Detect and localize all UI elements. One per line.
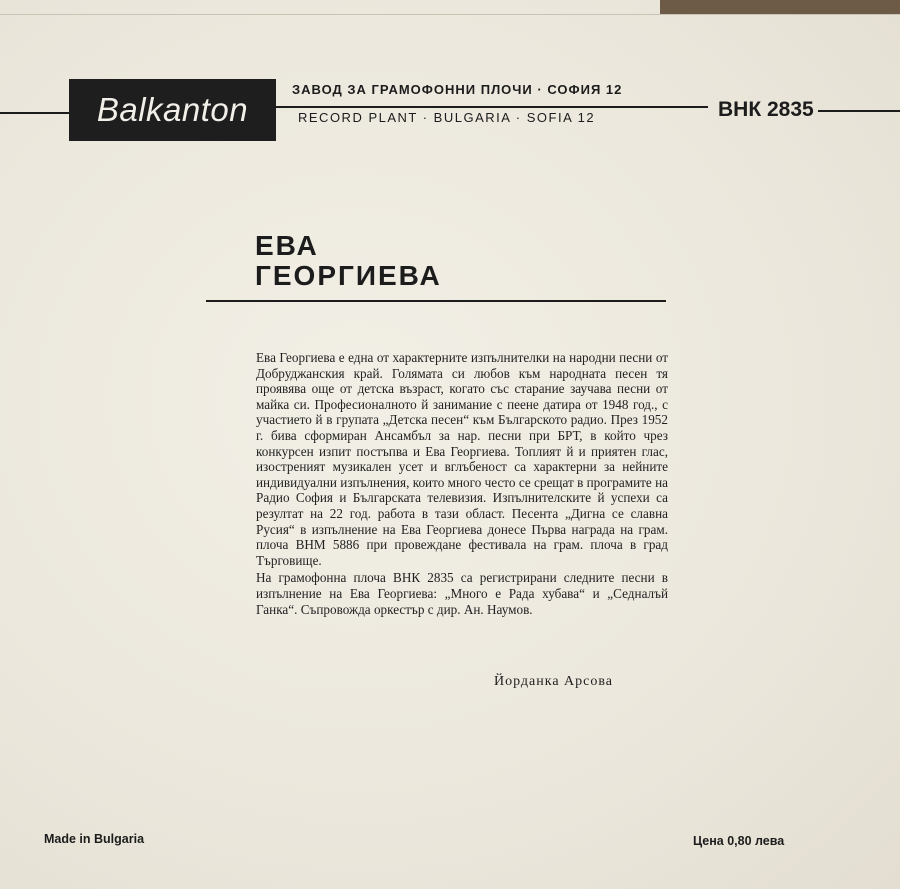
header-rule-left: [0, 112, 70, 114]
title-rule: [206, 300, 666, 302]
record-plant-bulgarian: ЗАВОД ЗА ГРАМОФОННИ ПЛОЧИ · СОФИЯ 12: [292, 82, 623, 97]
catalog-number: ВНК 2835: [718, 98, 814, 121]
bio-paragraph-2: На грамофонна плоча ВНК 2835 са регистрирани следните песни в изпълнение на Ева Георгиева: „Много е Рада хубава“ и „Седналъй Ганка“. Съпровожда оркестър с дир. Ан. Наумов.: [256, 570, 668, 617]
logo-text: Balkanton: [96, 91, 249, 128]
record-plant-english: RECORD PLANT · BULGARIA · SOFIA 12: [298, 110, 596, 125]
artist-last-name: ГЕОРГИЕВА: [255, 260, 442, 291]
header-rule-right: [818, 110, 900, 112]
background-wood: [660, 0, 900, 14]
header-rule-middle: [276, 106, 708, 108]
price-label: Цена 0,80 лева: [693, 834, 785, 848]
biography-text: [256, 350, 668, 617]
bio-paragraph-1: Ева Георгиева е една от характерните изпълнителки на народни песни от Добруджанския край. Голямата си любов към народната песен тя проявява още от детска възраст, когато със старание заучава песни от майка си. Професионалното й занимание с пеене датира от 1948 год., с участието й в групата „Детска песен“ към Българското радио. През 1952 г. бива сформиран Ансамбъл за нар. песни при БРТ, в който чрез конкурсен изпит постъпва и Ева Георгиева. Топлият й и приятен глас, изостреният музикален усет и вглъбеност са характерни за нейните индивидуални изпълнения, които много често се срещат в програмите на Радио София и Българската телевизия. Изпълнителските й успехи са резултат на 22 год. работа в тази област. Песента „Дигна се славна Русия“ в изпълнение на Ева Георгиева донесе Първа награда на грам. плоча ВНМ 5886 при провеждане фестивала на грам. плоча в град Търговище.: [256, 350, 668, 568]
made-in-label: Made in Bulgaria: [44, 832, 145, 846]
balkanton-logo: [69, 79, 276, 141]
bio-author: Йорданка Арсова: [494, 674, 614, 689]
artist-first-name: ЕВА: [255, 230, 319, 261]
